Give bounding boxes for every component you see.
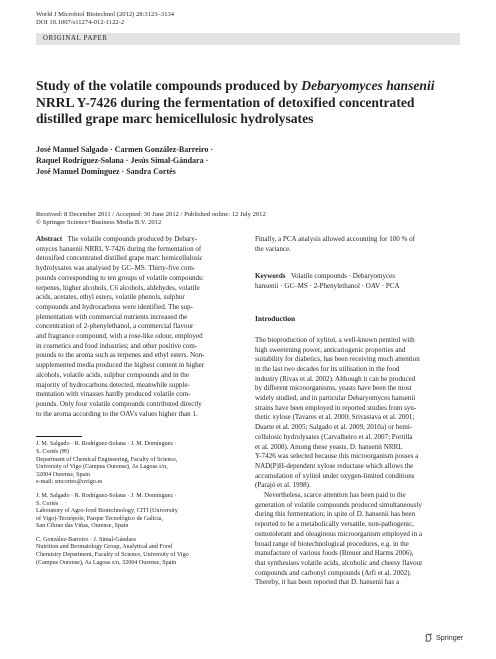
affiliation-line: University of Vigo (Campus Ourense), As Lagoas s/n,	[36, 464, 168, 471]
affiliation-line: Nutrition and Bromatology Group, Analytical and Food	[36, 544, 172, 551]
intro-line: by different microorganisms, yeasts have been the most	[255, 384, 412, 393]
intro-line: Duarte et al. 2005; Salgado et al. 2009, 2010a) or hemi-	[255, 423, 413, 432]
affiliation-line: 32004 Ourense, Spain	[36, 471, 90, 478]
intro-line: high sweetening power, anticariogenic properties and	[255, 345, 406, 354]
intro-line: reported to be a metabolically versatile, non-pathogenic,	[255, 520, 414, 529]
affiliation-block	[36, 493, 242, 531]
intro-line: Thereby, it has been reported that D. hansenii has a	[255, 578, 400, 587]
doi: DOI 10.1007/s11274-012-1122-2	[36, 19, 125, 27]
abstract-line: in cosmetics and food industries; and other positive com-	[36, 341, 198, 350]
abstract-line: and fragrance compound, with a rose-like odour, employed	[36, 332, 203, 341]
intro-line: osmotolerant and oleaginous microorganism employed in a	[255, 529, 423, 538]
abstract-line: supplemented media produced the highest content in higher	[36, 361, 205, 370]
intro-line: generation of volatile compounds produced simultaneously	[255, 500, 422, 509]
affiliation-line: J. M. Salgado · R. Rodríguez-Solana · J. M. Domínguez ·	[36, 441, 177, 448]
journal-header	[36, 11, 174, 28]
affiliation-line: of Vigo)-Tecnópole, Parque Tecnológico de Galicia,	[36, 515, 163, 522]
abstract-line: hydrolysates was analysed by GC–MS. Thirty-five com-	[36, 264, 196, 273]
intro-line: during this fermentation; in spite of D. hansenii has been	[255, 510, 416, 519]
intro-line: widely studied, and in particular Debaryomyces hansenii	[255, 394, 416, 403]
author-list	[36, 145, 460, 177]
intro-line: strains have been employed in reported studies from syn-	[255, 403, 417, 412]
publisher-logo	[424, 633, 463, 642]
publication-dates	[36, 211, 266, 228]
keywords-line: hansenii · GC–MS · 2-Phenylethanol · OAV · PCA	[255, 282, 400, 291]
affiliation-line: (Campus Ourense), As Lagoas s/n, 32004 Ourense, Spain	[36, 559, 177, 566]
abstract-line: Finally, a PCA analysis allowed accounting for 100 % of	[255, 235, 416, 243]
title-part-2: NRRL Y-7426 during the fermentation of detoxified concentrated distilled grape marc hemicellulosic hydrolysates	[36, 94, 415, 127]
affiliation-line: C. González-Barreiro · J. Simal-Gándara	[36, 536, 136, 543]
abstract-line: pounds corresponding to ten groups of volatile compounds:	[36, 273, 204, 282]
abstract-line: to the aroma according to the OAVs values higher than 1.	[36, 409, 198, 418]
author-line: José Manuel Salgado · Carmen González-Barreiro ·	[36, 145, 214, 154]
paper-title	[36, 78, 460, 128]
affiliation-line: Department of Chemical Engineering, Faculty of Science,	[36, 456, 178, 463]
intro-line: compounds and carbonyl compounds (Arfi et al. 2002).	[255, 568, 412, 577]
article-type-label: ORIGINAL PAPER	[43, 35, 108, 42]
affiliation-line: S. Cortés (✉)	[36, 448, 70, 455]
title-species: Debaryomyces hansenii	[301, 78, 435, 93]
keywords-line: Keywords Volatile compounds · Debaryomyces	[255, 272, 396, 281]
intro-line: Nevertheless, scarce attention has been paid to the	[264, 491, 406, 500]
corresponding-email[interactable]: e-mail: smcortes@uvigo.es	[36, 479, 103, 486]
abstract-line: the variance.	[255, 244, 291, 253]
intro-line: accumulation of xylitol under oxygen-limited conditions	[255, 471, 415, 480]
abstract-line: pounds to the aroma such as terpenes and ethyl esters. Non-	[36, 351, 205, 360]
affiliation-block	[36, 537, 242, 567]
affiliation-line: Laboratory of Agro-food Biotechnology, CITI (University	[36, 508, 178, 515]
affiliation-line: J. M. Salgado · R. Rodríguez-Solana · J. M. Domínguez ·	[36, 492, 177, 499]
intro-line: cellulosic hydrolysates (Carvalheiro et al. 2007; Portilla	[255, 432, 413, 441]
author-line: José Manuel Domínguez · Sandra Cortés	[36, 166, 176, 176]
intro-line: The bioproduction of xylitol, a well-known pentitol with	[255, 335, 415, 344]
left-column	[36, 235, 242, 567]
author-line: Raquel Rodríguez-Solana · Jesús Simal-Gándara ·	[36, 155, 209, 165]
keywords-label: Keywords	[255, 272, 286, 281]
intro-line: suitability for diabetics, has been receiving much attention	[255, 355, 420, 364]
introduction-paragraph-2	[255, 491, 461, 588]
abstract-line: pounds. Only four volatile compounds contributed directly	[36, 399, 202, 408]
intro-line: (Parajó et al. 1998).	[255, 481, 311, 490]
section-heading-introduction: Introduction	[255, 313, 296, 323]
springer-horse-icon	[424, 633, 433, 642]
abstract-line: detoxified concentrated distilled grape marc hemicellulosic	[36, 254, 203, 263]
abstract-line-0: Abstract The volatile compounds produced by Debary-	[36, 235, 198, 243]
intro-line: NAD(P)H-dependent xylose reductase which allows the	[255, 461, 414, 470]
affiliation-line: San Cibrao das Viñas, Ourense, Spain	[36, 523, 129, 530]
abstract-line: alcohols, volatile acids, sulphur compounds and in the	[36, 370, 189, 379]
affiliation-block	[36, 441, 242, 487]
article-type-banner	[36, 33, 460, 45]
intro-line: et al. 2008). Among these yeasts, D. hansenii NRRL	[255, 442, 403, 451]
keywords	[255, 272, 461, 291]
intro-line: that synthesises volatile acids, alcoholic and cheesy flavour	[255, 558, 423, 567]
publisher-name: Springer	[436, 633, 464, 642]
abstract-line: terpenes, higher alcohols, C6 alcohols, aldehydes, volatile	[36, 283, 200, 292]
affiliation-line: S. Cortés	[36, 500, 59, 507]
title-part-1: Study of the volatile compounds produced by	[36, 78, 302, 93]
intro-line: manufacture of various foods (Breuer and Harms 2006),	[255, 549, 414, 558]
abstract-line: plementation with commercial nutrients increased the	[36, 312, 188, 321]
journal-citation: World J Microbiol Biotechnol (2012) 28:3123–3134	[36, 11, 175, 18]
abstract-line: concentration of 2-phenylethanol, a commercial flavour	[36, 322, 194, 331]
intro-line: industry (Rivas et al. 2002). Although it can be produced	[255, 374, 416, 383]
abstract-continued	[255, 235, 461, 254]
intro-line: Y-7426 was selected because this microorganism posses a	[255, 452, 419, 461]
intro-line: thetic xylose (Tavares et al. 2000; Srivastava et al. 2001;	[255, 413, 415, 422]
intro-line: broad range of biotechnological procedures, e.g. in the	[255, 539, 409, 548]
abstract	[36, 235, 242, 419]
abstract-line: acids, acetates, ethyl esters, volatile phenols, sulphur	[36, 293, 185, 302]
affiliation-line: Chemistry Department, Faculty of Science, University of Vigo	[36, 552, 189, 559]
introduction-paragraph-1	[255, 336, 461, 491]
abstract-label: Abstract	[36, 235, 63, 243]
right-column	[255, 235, 461, 588]
abstract-line: compounds and hydrocarbons were identified. The sup-	[36, 302, 194, 311]
abstract-line: majority of hydrocarbons detected, meanwhile supple-	[36, 380, 190, 389]
abstract-line: omyces hansenii NRRL Y-7426 during the fermentation of	[36, 244, 202, 253]
abstract-line: mentation with vinasses hardly produced volatile com-	[36, 390, 191, 399]
intro-line: in the last two decades for its utilisation in the food	[255, 364, 400, 373]
received-dates: Received: 8 December 2011 / Accepted: 30 June 2012 / Published online: 12 July 2012	[36, 211, 266, 218]
copyright: © Springer Science+Business Media B.V. 2012	[36, 219, 162, 227]
